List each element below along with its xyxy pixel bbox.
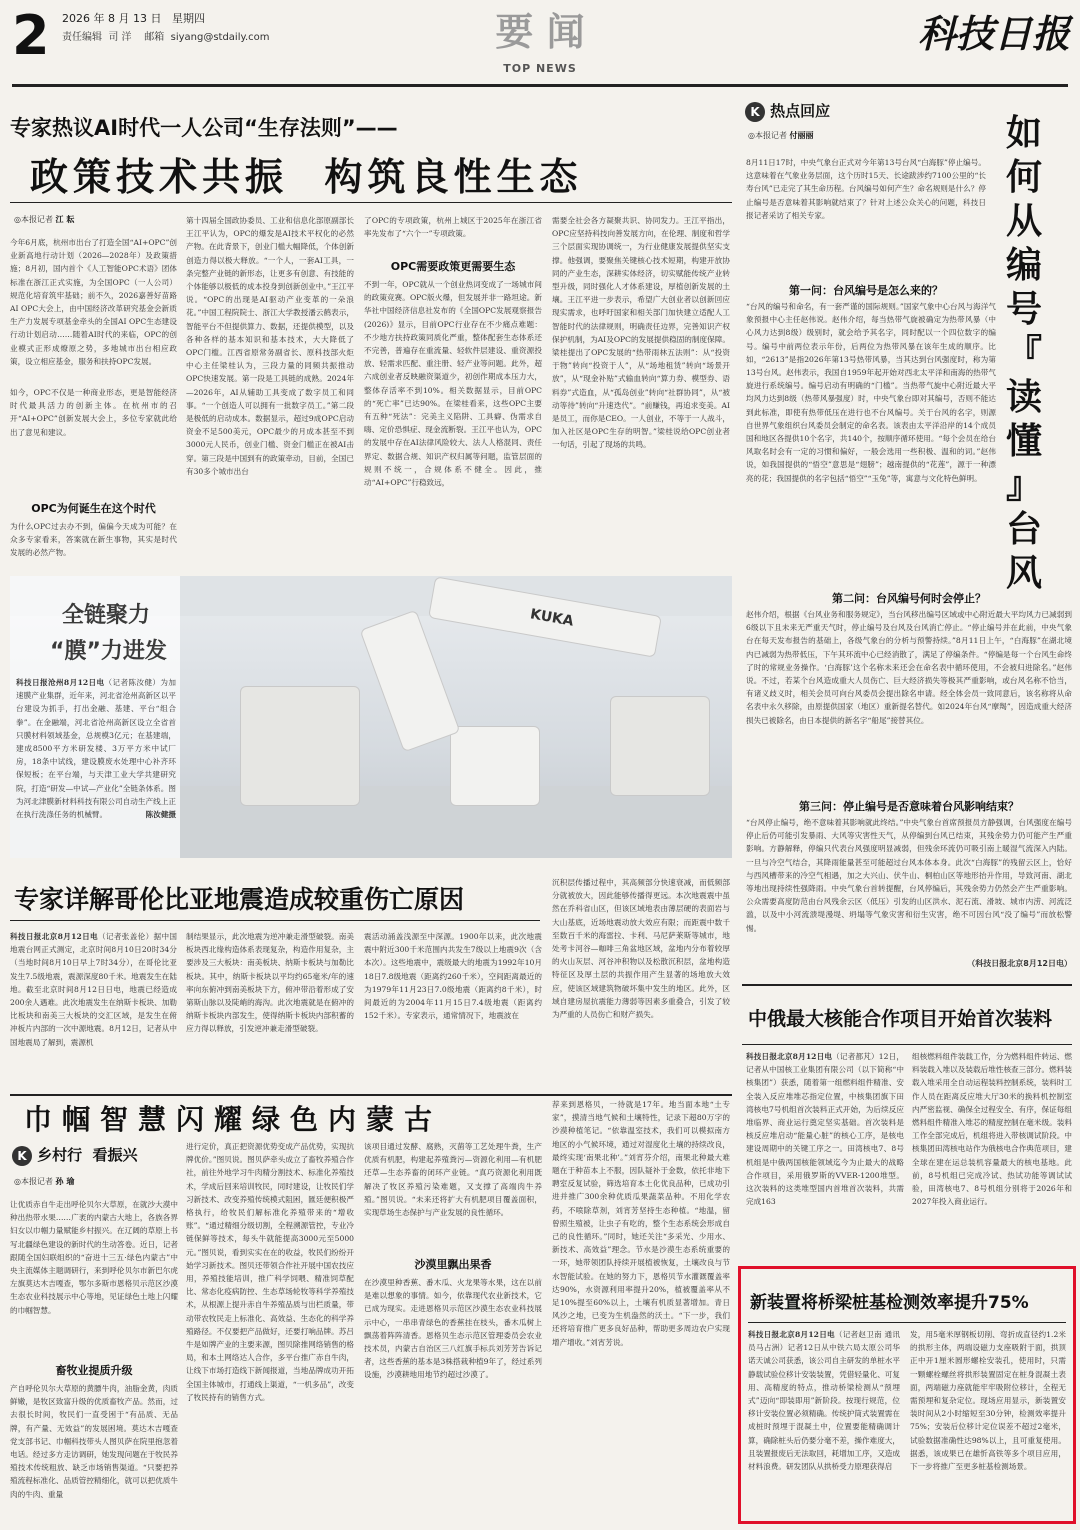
- bridge-column: [748, 1328, 900, 1518]
- lead-byline: [14, 214, 74, 225]
- robot-arm-segment: [360, 610, 461, 753]
- quake-reporter: （记者张盖伦）: [97, 932, 154, 941]
- bridge-reporter: （记者赵卫南 通讯员马占洲）: [748, 1330, 900, 1353]
- robot-arm-base: [450, 726, 540, 806]
- nuclear-headline: 中俄最大核能合作项目开始首次装料: [748, 1008, 1053, 1030]
- caption-reporter: （记者陈汝健）: [104, 678, 161, 687]
- caption-text: 为加速膜产业集群，近年来，河北省沧州高新区以平台建设为抓手，打出金融、基建、平台“组合拳”。在金融端，河北省沧州高新区设立全省首只膜材料领域基金，总规模3亿元；在基建端，建成8500平方米研发楼、3万平方米中试厂房，18条中试线，建设膜废水处理中心补齐环保短板；在平台端，与天津工业大学共建研究院，打造“研发—中试—产业化”全链条体系。图为河北津膜新材料科技有限公司自动生产线上正在执行洗涤任务的机械臂。: [16, 678, 176, 820]
- lead-paragraph: 为什么OPC过去办不到，偏偏今天成为可能？在众多专家看来，答案就在新生事物，其实是时代发展的必然产物。: [10, 522, 177, 558]
- lead-paragraph: 今年6月底，杭州市出台了打造全国“AI+OPC”创业新高地行动计划（2026—2028年）及政策措施；8月初，国内首个《人工智能OPC术语》团体标准在浙江正式实施，为全国OPC（一人公司）规范化培育筑牢基础；前不久，2026嘉善好苗路AI OPC大会上，由中国经济改革研究基金会新质生产力发展专项基金牵头的全国AI OPC生态建设行动计划启动……随着AI时代的来临，OPC的创业模式正形成燎原之势，多地城市出台相应政策，设立相应基金，服务和扶持OPC发展。: [10, 238, 177, 366]
- bridge-rule: [748, 1322, 1066, 1323]
- issue-date: 2026 年 8 月 13 日 星期四: [62, 12, 205, 25]
- women-headline: 巾帼智慧闪耀绿色内蒙古: [24, 1103, 443, 1136]
- vertical-title-char: 编: [1005, 245, 1042, 286]
- hot-question: 第三问：停止编号是否意味着台风影响结束？: [799, 800, 1019, 813]
- bridge-text: 记者12日从中铁六局太原公司华诺天诚公司获悉，该公司自主研发的单桩水平静载试验位移计安装装置，凭借轻量化、可复用、高精度的特点，推动桥梁检测从“预埋式”迈向“即装即用”新阶段。按现行规范，位移计安装位置必须精确。传统护筒式装置需在成桩时预埋于混凝土中，位置要能精确调计算，确除桩头后仍要分毫不差，操作难度大，且装置报废后无法取回，耗增加工序，又造成材料浪费。研发团队从拱桥受力原理获得启: [748, 1343, 900, 1472]
- women-byline: [14, 1176, 74, 1187]
- photo-caption: [16, 676, 176, 854]
- nuclear-dateline: 科技日报北京8月12日电: [746, 1052, 833, 1061]
- vertical-title-char: 『: [1005, 333, 1042, 374]
- lead-column: 不到一年，OPC就从一个创业热词变成了一场城市间的政策竞赛。OPC版火爆，但发展并非一路坦途。新华社中国经济信息社发布的《全国OPC发展观察报告(2026)》显示，目前OPC行业存在不少痛点难题：不少地方扶持政策同质化严重，整体配套生态体系还不完善，普遍存在重流量、轻软件层建设、重资源投放、轻需求匹配、重注册、轻产业等问题。此外，超六成创业者反映融资渠道少，初创作期成本压力大，整体存活率不到10%。相关数据显示，目前OPC的“死亡率”已达90%。在梁桂看来，这些OPC主要有五种“死法”：完美主义陷阱、工具癖、伪需求自嗨、定价恐惧症、现金流断裂。王江平也认为，OPC的发展中存在AI法律风险较大、法人人格混同、责任界定、数据合规、知识产权归属等问题，监管层面的规则不统一，合规体系不健全。因此，推动“AI+OPC”行稳致远，: [364, 280, 542, 488]
- section-title: 要 闻: [495, 10, 585, 54]
- column-tag-icon: K: [745, 102, 765, 122]
- byline-label: ◎本报记者: [748, 131, 787, 140]
- lead-subheading: OPC需要政策更需要生态: [390, 260, 516, 273]
- nuclear-reporter: （记者都芃）: [832, 1052, 879, 1061]
- lead-subheading: OPC为何诞生在这个时代: [31, 502, 156, 515]
- hot-end-credit: （科技日报北京8月12日电）: [967, 959, 1072, 968]
- machine-station: [240, 686, 360, 806]
- quake-text: 据中国地震台网正式测定，北京时间8月10日20时34分（当地时间8月10日早上7时34分），在哥伦比亚发生7.5级地震，震源深度80千米。地震发生在陆地。截至北京时间8月12日日电，地震已经造成200余人遇难。此次地震发生在纳斯卡板块、加勒比板块和南美三大板块的交汇区域，是发生在俯冲板片内部的一次中源地震。8月12日，记者从中国地震局了解到，震源机: [10, 932, 177, 1047]
- robot-brand-label: KUKA: [528, 606, 575, 630]
- women-column: 产自呼伦贝尔大草原的黄膘牛肉，油脂金黄，肉质鲜嫩，是牧区致富升级的优质畜牧产品。然而，过去很长时间，牧民们一直受困于“有品质、无品牌，有产量、无效益”的发展困境。莫达木吉嘎查党支部书记、巾帼科技带头人图贝萨在院里抱忽着电话。经过多方走访调研，她发现问题在于牧民养殖技术传统粗放、缺乏市场销售渠道。“只要把养殖流程标准化、品质管控精细化，就可以把优质牛肉的牛肉、重量: [10, 1384, 178, 1499]
- byline-label: ◎本报记者: [14, 215, 53, 224]
- quake-dateline: 科技日报北京8月12日电: [10, 932, 98, 941]
- byline-name: 孙 瑜: [55, 1177, 75, 1186]
- column-tag-icon: K: [12, 1146, 32, 1166]
- photo-title: “膜”力进发: [50, 639, 167, 664]
- column-tag: [12, 1144, 138, 1166]
- nuclear-text: 12日，记者从中国核工业集团有限公司（以下简称“中核集团”）获悉，随着第一组燃料组件精准、安全装入反应堆堆芯指定位置，中核集团旗下田湾核电7号机组首次装料正式开始，为后续反应堆临界、商业运行奠定坚实基础。首次装料是核反应堆启动“能量心脏”的核心工序，是核电建设周期中的关键工序之一。田湾核电7、8号机组是中俄两国核能领域迄今为止最大的战略合作项目，采用俄罗斯的VVER-1200堆型。这次装料的这类堆型国内首堆首次装料，共需完成163: [746, 1052, 904, 1207]
- vertical-title-char: 』: [1005, 465, 1042, 506]
- nuclear-column: 组核燃料组件装载工作，分为燃料组件转运、燃料装载入堆以及装载后堆性核查三部分。燃料装载入堆采用全自动运程装料控制系统，装料时工作人员在距离反应堆大厅30米的换料机控制室内严密监视、确保全过程安全、有序，保证每组燃料组件精准入堆芯的精度控制在毫米级。装料工作全部完成后，机组将进入带核调试阶段。中核集团田湾核电站作为俄核电合作典范项目，建全球在建在运总装机容量最大的核电基地。此前，8号机组已完成冷试、热试功能等调试试验，田湾核电7、8号机组分别将于2026年和2027年投入商业运行。: [912, 1052, 1072, 1207]
- hot-byline: [748, 130, 814, 141]
- vertical-title-char: 号: [1005, 289, 1042, 330]
- nuclear-column: [746, 1050, 904, 1262]
- machine-station: [610, 696, 710, 796]
- byline-name: 付丽丽: [789, 131, 814, 140]
- quake-column: 沉积层传播过程中，其高频部分快速衰减，而低频部分就被放大，因此能够传播得更远。本次地震震中虽然在乔科省山区，但该区域地表由薄层硬的表面岩与大山基底，近场地震动放大效应有限；而距震中数千至数百千米的海雷拉、卡利、马尼萨莱斯等城市，地处考卡河谷—咖啡三角盆地区域，盆地内分布着较厚的火山灰层、河谷冲积物以及松散沉积层，盆地构造特征区及厚土层的共振作用产生显著的场地放大效应，使该区域建筑物破坏集中发生的地区。此外，区域自建房屋抗震能力薄弱等因素多重叠合，引发了较为严重的人员伤亡和财产损失。: [552, 878, 730, 1020]
- masthead-rule: [12, 84, 1068, 87]
- hot-paragraph: “台风停止编号，绝不意味着其影响就此终结。”中央气象台首席预报员方静强调，台风强度在编号停止后仍可能引发暴雨、大风等灾害性天气，从停编到台风已结束，其残余势力仍可能产生严重影响。方静解释，停编只代表台风强度明显减弱，但残余环流仍可吸引南上暖湿气流深入内陆。一旦与冷空气结合，其降雨能量甚至可能超过台风本体本身。此次“白海豚”的残留云区上，恰好与西风槽带来的冷空气相遇，加之大兴山、伏牛山、桐柏山区等地形抬升作用，导致河南、湖北等地出现持续性强降雨。中央气象台首转提醒，台风停编后，其残余势力仍然会产生严重影响。公众需要高度防范由台风残余云区（低压）引发的山区洪水、泥石流、滑坡、城市内涝、河流泛滥，以及中小河流溃堤漫堤、坍塌等气象灾害和衍生灾害，绝不可因台风“没了编号”而放松警惕。: [746, 818, 1072, 933]
- hot-paragraph: “台风的编号和命名，有一套严谨的国际规则。”国家气象中心台风与海洋气象预报中心主任赵伟说。赵伟介绍，每当热带气旋被确定为热带风暴（中心风力达到8级）级别时，就会给予其名字，同时配以一个四位数字的编号。编号中前两位表示年份，后两位为热带风暴在该年生成的顺序。比如，“2613”是指2026年第13号热带风暴，当其达到台风强度时，称为第13号台风。赵伟表示，我国自1959年起开始对西北太平洋和南海的热带气旋进行系统编号。编号启动有明确的“门槛”。当热带气旋中心附近最大平均风力达到8级（热带风暴强度）时，中央气象台即对其编号，否则不能达到此标准，即使有热带低压在进行也不台风编号。关于台风的名字，则源自世界气象组织台风委员会制定的命名表。该表由太平洋沿岸的14个成员国和地区各提供10个名字，共140个，按顺序循环使用。“每个会员在给台风取名时会有一定的习惯和偏好，一般会选用一些积极、温和的词。”赵伟说，如我国提供的“悟空”意思是“翅膀”；越南提供的“花莲”，源于一种漂亮的花；我国提供的名字包括“悟空”“玉兔”等，寓意与文化特色鲜明。: [746, 302, 996, 483]
- column-tag-label: 乡村行 看振兴: [37, 1146, 138, 1164]
- women-column: 该项目通过发酵、腐熟，灭菌等工艺处理牛粪，生产优质有机肥，构建起养殖粪污—资源化利用—有机肥还草—生态养畜的闭环产业链。“真巧资源化利用既解决了牧区养殖污染难题，又支撑了高端肉牛养殖。”图贝说。“未来还将扩大有机肥项目覆盖面积，实现草场生态保护与产业发展的良性循环。: [364, 1142, 542, 1218]
- lead-column: 需要全社会各方凝聚共识、协同发力。王江平指出，OPC应坚持科技向善发展方向，在伦理、制度和哲学三个层面实现协调统一，为行业健康发展提供坚实支撑。他强调，要聚焦关键核心技术短期，构建开放协同的产业生态，深耕实体经济，切实赋能传统产业转型升级，同时强化人才体系建设，厚植创新发展的土壤。王江平进一步表示，希望广大创业者以创新回应现实需求，也呼吁国家和相关部门加快建立适配人工智能时代的法律规则，明确责任边界，完善知识产权保护机制，为AI及OPC的发展提供稳固的制度保障。梁桂提出了OPC发展的“热带雨林五法则”：从“投资于物”转向“投资于人”，从“场地租赁”转向“场景开放”，从“现金补贴”式输血转向“算力券、模型券、语料券”式造血，从“孤岛创业”转向“社群协同”，从“被动等待”转向“升速迭代”。“前赚钱，再追求变美。AI是员工，而你是CEO。一人创业，不等于一人战斗，加入社区是OPC生存的明智。”梁桂说给OPC创业者一句话，引起了现场的共鸣。: [552, 216, 730, 450]
- page-number: 2: [12, 4, 50, 67]
- women-column: 让优质赤自牛走出呼伦贝尔大草原，在就沙大漠中种出热带水果……广袤的内蒙古大地上，各族各界妇女以巾帼力量赋能乡村振兴。在辽阔的草原上书写北疆绿色建设的新时代的生动答卷。近日，记者跟随全国妇联组织的“奋进十三五·绿色内蒙古”中央主流媒体主题调研行，来到呼伦贝尔市新巴尔虎左旗莫达木吉嘎查，鄂尔多斯市恩格贝示范区沙漠生态农业科技展示中心等地，见证绿色土地上闪耀的巾帼智慧。: [10, 1200, 178, 1315]
- caption-dateline: 科技日报沧州8月12日电: [16, 678, 105, 687]
- column-tag-label: 热点回应: [770, 102, 831, 120]
- masthead: [0, 0, 1080, 84]
- editor-line: 责任编辑 司 洋 邮箱 siyang@stdaily.com: [62, 32, 270, 43]
- hot-paragraph: 赵伟介绍，根据《台风业务和服务规定》，当台风移出编号区域或中心附近最大平均风力已减弱到6级以下且未来无严重天气时，停止编号及台风及台风消亡停止。“停止编号并在此前，中央气象台在每天发布报告的基础上，各级气象台的分析与预警持续。”8月11日上午，“白海豚”在湖北境内已减弱为热带低压，下午其环流中心已经消散了，满足了停编条件。“停编是每一个台风生命终了时的常规业务操作。‘白海豚’这个名称未来还会在命名表中循环使用，不会被归进除名。”赵伟说。不过，若某个台风造成重大人员伤亡、巨大经济损失等极其严重影响，或台风名称不恰当，有诸义歧义时，相关会员可向台风委员会提出除名申请。经全体会员一致同意后，该名称将从命名表中永久移除，由原提供国家（地区）重新提名替代。如2024年台风“摩羯”，因造成重大经济损失已被除名，由日本提供的新名字“船尾”接替其位。: [746, 610, 1072, 725]
- lead-rule: [10, 202, 732, 203]
- hot-question: 第二问：台风编号何时会停止？: [832, 592, 986, 605]
- vertical-title-char: 如: [1005, 113, 1042, 154]
- women-subheading: 畜牧业提质升级: [55, 1364, 133, 1377]
- lead-column: 了OPC的专项政策，杭州上城区于2025年在浙江省率先发布了“六个一”专项政策。: [364, 216, 542, 239]
- vertical-title-char: 懂: [1005, 421, 1042, 462]
- vertical-title-char: 何: [1005, 157, 1042, 198]
- hot-vertical-title: [998, 112, 1050, 596]
- women-column: 进行定价，真正把资源优势变成产品优势，实现抗牌优价。”图贝说。图贝萨牵头成立了畜牧养殖合作社，前往外地学习牛肉精分割技术、标准化养殖技术，学成后回来培训牧民，同时建设，让牧民们学习新技术、改变养殖传统模式阻困，匯廷便积极严格执行，给牧民们解标准化养殖带来的“增收账”。“通过精细分级切割，全程溯源管控，专业冷链保鲜等技术，每头牛就能提高3000元至5000元。”图贝说，看到实实在在的收益，牧民们纷纷开始学习新技术。图贝还带领合作社开展中国农技应用，养殖技能培训，推广科学饲喂、精准饲草配比、常态化疫病防控、生态草场轮牧等科学养殖技术，从根源上提升赤自牛养殖品质与出栏质量，带动带农牧民走上标准化、高效益、生态化的科学养殖路径。不仅要把产品做好，还要打响品牌。苏吕牛是如牌产业的主要来源，图贝除推网络销售的格局，和本土网络达人合作，多平台推广赤自牛肉，让线下市场打造线下新闻报道，当地品牌成功开拓全国主体城市，打通线上渠道，“一机多品”，改变了牧民持有的销售方式。: [186, 1142, 354, 1402]
- bridge-dateline: 科技日报北京8月12日电: [748, 1330, 835, 1339]
- women-subheading: 沙漠里飘出果香: [414, 1258, 492, 1271]
- hot-question: 第一问：台风编号是怎么来的？: [789, 284, 943, 297]
- women-column: 在沙漠里种香蕉、番木瓜、火龙果等水果，这在以前是难以想象的事情。如今，依靠现代农业新技术，它已成为现实。走进恩格贝示范区沙漠生态农业科技展示中心，一串串青绿色的香蕉挂在枝头，番木瓜树上飘荡着阵阵清香。恩格贝生态示范区管理委员会农业技术员，内蒙古自治区三八红旗手标兵刘芳芳告诉记者，这些香蕉的基本是3株搭栽种植9年了，经过系列设施，沙漠耕地用地节约超过沙漠了。: [364, 1278, 542, 1380]
- photo-credit: 陈汝健摄: [145, 810, 176, 820]
- lead-paragraph: 如今，OPC不仅是一种商业形态，更是智能经济时代最具活力的创新主体。在杭州市的召开“AI+OPC”创新发展大会上，多位专家就此给出了意见和建议。: [10, 388, 177, 437]
- vertical-title-char: 台: [1005, 509, 1042, 550]
- byline-label: ◎本报记者: [14, 1177, 53, 1186]
- quake-column: 制结果显示，此次地震为逆冲兼走滑型破裂。南美板块西北缘构造体系表现复杂，构造作用复杂，主要涉及三大板块：南美板块、纳斯卡板块与加勒比板块。其中，纳斯卡板块以平均约65毫米/年的速率向东俯冲到南美板块下方，俯冲带沿着形成了安第斯山脉以及陡峭的海沟。此次地震就是在俯冲的纳斯卡板块内部发生，使得纳斯卡板块内部积蓄的应力得以释放，引发逆冲兼走滑型破裂。: [186, 932, 354, 1034]
- vertical-title-char: 风: [1005, 553, 1042, 594]
- feature-photo: [10, 576, 732, 858]
- women-column: 荐来到恩格贝，一待就是17年。地当面本地“土专家”，摸清当地气候和土壤特性，记录下超80万字的沙漠种植笔记。“依靠温室技术，我们可以模拟南方地区的小气候环境，通过对湿度化土壤的持续改良，最终实现‘南果北种’。”刘宵芬介绍，南果北种最大难题在于种苗本上不服，因队疑补于金数，依托非地下聘室反复试验，筛选培育本土化优良品种，已成功引进并推广300余种优质瓜果蔬菜品种。不用化学农药，不喷除草剂，刘宵芳坚持生态种植。“地温，留曾照生殖被，让虫子有吃的，整个生态系统会形成自己的良性循环。”同时，她还关注“多采光、少用水、新技术、高效益”理念。节水是沙漠生态系统重要的一环，她带领团队持续开展植被恢复，土壤改良与节水智能试验。在她的努力下，恩格贝节水灌溉覆盖率达90%，水资源利用率提升20%，植被覆盖率从不足10%提至60%以上，土壤有机质显著增加。青日风沙之地，已变为生机盎然的沃土。“下一步，我们还将培育推广更多良好品种，帮助更多周边农户实现增产增收。”刘宵芳说。: [552, 1100, 730, 1347]
- section-divider: [742, 984, 1072, 986]
- quake-headline: 专家详解哥伦比亚地震造成较重伤亡原因: [14, 885, 465, 914]
- vertical-title-char: 从: [1005, 201, 1042, 242]
- lead-headline: 政策技术共振 构筑良性生态: [30, 155, 583, 199]
- quake-column: [10, 930, 177, 1090]
- hot-column-tag: [745, 100, 830, 122]
- bridge-column: 发，用5毫米厚钢板切削、弯折成直径约1.2米的拱形主体，两端设磁力支座吸附于面，拱顶正中开1厘米圆形螺栓安装孔，使用时，只需一颗螺栓螺丝将拱形装置固定在桩身混凝土表面，两端磁力座就能牢牢吸附位移计，全程无需预埋和复杂定位。现场应用显示，新装置安装时间从2小时缩短至30分钟，检测效率提升75%；安装后位移计定位误差不超过2毫米，试验数据准确性达98%以上，且可重复使用。据悉，该成果已在雄忻高铁等多个项目应用，下一步将推广至更多桩基检测场景。: [910, 1330, 1066, 1472]
- newspaper-logo: 科技日报: [917, 11, 1070, 56]
- bridge-headline: 新装置将桥梁桩基检测效率提升75%: [750, 1293, 1029, 1313]
- quake-column: 震活动涌盖浅源至中深源。1900年以来，此次地震震中附近300千米范围内共发生7级以上地震9次（含本次）。这些地震中，震级最大的地震为1992年10月18日7.8级地震（距离约260千米），空间距离最近的为1979年11月23日7.0级地震（距离约8千米），时间最近的为2004年11月15日7.4级地震（距离约152千米）。专家表示，通常情况下，地震波在: [364, 932, 542, 1021]
- byline-name: 江 耘: [55, 215, 75, 224]
- section-subtitle: TOP NEWS: [503, 62, 577, 75]
- photo-title: 全链聚力: [62, 603, 151, 628]
- lead-column: 第十四届全国政协委员、工业和信息化部原副部长王江平认为，OPC的爆发是AI技术平权化的必然产物。在此背景下，创业门槛大幅降低，个体创新创造力得以极大释放。“一个人，一套AI工具，一条完整产业链的新形态，让更多有创意、有技能的个体能够以极低的成本投身到创新创业中。”王江平说。“OPC的出现是AI驱动产业变革的一朵浪花。”中国工程院院士、浙江大学教授潘云鹤表示，智能平台不但提供算力、数据，还提供模型，以及各种各样的基本知识和基本技术，大大降低了OPC门槛。江西省原常务副省长、原科技部火炬中心主任梁桂认为，三段力量的同频共振推动OPC快速发展。第一段是工具链的成熟。2024年—2026年，AI从辅助工具变成了数字员工和同事。“一个创造人可以拥有一批数字员工。”第二段是极低的启动成本。数据显示，超过9成OPC启动资金不足500美元，OPC最少的月成本甚至不到3000元人民币，创业门槛、资金门槛正在被AI击穿。第三段是中国到有的政策牵动，目前，全国已有30多个城市出台: [186, 216, 354, 476]
- section-divider: [10, 1094, 732, 1096]
- lead-kicker: 专家热议AI时代一人公司“生存法则”——: [10, 116, 398, 140]
- nuclear-rule: [742, 1044, 1072, 1045]
- hot-paragraph: 8月11日17时，中央气象台正式对今年第13号台风“白海豚”停止编号。这意味着在气象业务层面，这个历时15天、长途跋涉约7100公里的“长寿台风”已走完了其生命历程。台风编号如何产生？命名规则是什么？停止编号是否意味着其影响就结束了？针对上述公众关心的问题，科技日报记者采访了相关专家。: [746, 158, 986, 220]
- quake-rule: [10, 920, 540, 921]
- vertical-title-char: 读: [1005, 377, 1042, 418]
